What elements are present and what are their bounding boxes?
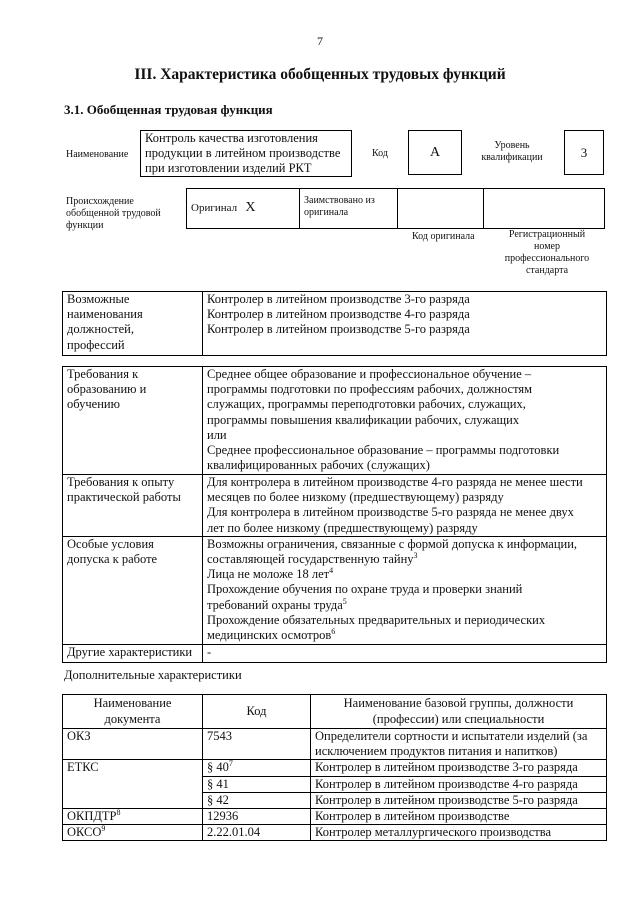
footnote-ref: 3: [413, 550, 418, 560]
page-title: III. Характеристика обобщенных трудовых функций: [134, 66, 506, 83]
function-name-line: Контроль качества изготовления: [145, 131, 318, 145]
function-code-box: [408, 130, 462, 175]
footnote-ref: 6: [331, 626, 336, 636]
code-label: Код: [372, 148, 388, 159]
etks-code: § 41: [203, 776, 311, 792]
additional-table: [62, 694, 607, 841]
okz-name-line: Определители сортности и испытатели изделий (за: [315, 729, 588, 743]
education-line: квалифицированных рабочих (служащих): [207, 458, 430, 473]
experience-line: Для контролера в литейном производстве 5-го разряда не менее двух: [207, 505, 574, 520]
header-group-line: (профессии) или специальности: [372, 711, 545, 726]
experience-label-cell: [63, 475, 203, 537]
borrowed-label-line: Заимствовано из: [304, 195, 375, 206]
admission-text: требований охраны труда: [207, 597, 343, 612]
function-name-box: [140, 130, 352, 177]
education-value-cell: [203, 367, 607, 475]
name-label: Наименование: [66, 149, 129, 160]
education-line: программы подготовки по профессиям рабочих, должностям: [207, 382, 533, 397]
other-label-cell: Другие характеристики: [63, 644, 203, 662]
origin-label-line: Происхождение: [66, 196, 134, 207]
original-label: Оригинал: [191, 202, 238, 215]
education-line: служащих, программы переподготовки рабочих, служащих,: [207, 397, 526, 412]
page-number: 7: [317, 34, 323, 48]
reg-label-line: стандарта: [525, 265, 569, 276]
education-line: Среднее профессиональное образование – программы подготовки: [207, 443, 560, 458]
etks-code: § 42: [203, 792, 311, 808]
okso-label-text: ОКСО: [67, 825, 102, 840]
header-group-line: Наименование базовой группы, должности: [343, 696, 574, 711]
footnote-ref: 4: [329, 566, 334, 576]
qualification-level-box: [564, 130, 604, 175]
okso-name: Контролер металлургического производства: [311, 825, 607, 841]
positions-table: [62, 291, 607, 356]
position-item: Контролер в литейном производстве 5-го разряда: [207, 322, 470, 337]
etks-code-text: § 40: [207, 760, 229, 775]
etks-name: Контролер в литейном производстве 5-го разряда: [311, 792, 607, 808]
borrowed-cell: [300, 189, 398, 229]
other-value-cell: -: [203, 644, 607, 662]
education-label-line: образованию и: [67, 382, 147, 397]
header-document-line: документа: [104, 711, 161, 726]
admission-line: Прохождение обязательных предварительных и периодических: [207, 612, 546, 627]
etks-name: Контролер в литейном производстве 4-го разряда: [311, 776, 607, 792]
okpdtr-label-text: ОКПДТР: [67, 809, 117, 824]
original-mark: Х: [245, 200, 256, 216]
okz-name: [311, 729, 607, 760]
etks-code: [203, 760, 311, 776]
header-document: [63, 695, 203, 729]
function-code-value: А: [429, 145, 441, 160]
footnote-ref: 5: [342, 596, 347, 606]
admission-text: Лица не моложе 18 лет: [207, 567, 330, 582]
section-title: 3.1. Обобщенная трудовая функция: [64, 102, 273, 117]
experience-label-line: практической работы: [67, 490, 181, 505]
okpdtr-name: Контролер в литейном производстве: [311, 809, 607, 825]
function-name-line: продукции в литейном производстве: [145, 146, 341, 160]
requirements-table: [62, 366, 607, 663]
admission-label-cell: [63, 536, 203, 644]
footnote-ref: 7: [228, 759, 233, 769]
etks-name: Контролер в литейном производстве 3-го разряда: [311, 760, 607, 776]
reg-label-line: номер: [534, 241, 560, 252]
experience-line: месяцев по более низкому (предшествующему) разряду: [207, 490, 504, 505]
admission-line: Прохождение обучения по охране труда и проверки знаний: [207, 582, 523, 597]
admission-line: [207, 628, 602, 643]
header-group-name: [311, 695, 607, 729]
reg-label-line: Регистрационный: [508, 229, 586, 240]
okpdtr-label: [63, 809, 203, 825]
admission-label-line: допуска к работе: [67, 552, 158, 567]
header-code: Код: [203, 695, 311, 729]
admission-text: составляющей государственную тайну: [207, 552, 414, 567]
okz-label: ОКЗ: [63, 729, 203, 760]
okso-label: [63, 825, 203, 841]
position-item: Контролер в литейном производстве 3-го разряда: [207, 292, 470, 306]
additional-title: Дополнительные характеристики: [64, 668, 242, 682]
footnote-ref: 8: [116, 807, 121, 817]
admission-line: [207, 598, 602, 613]
reg-label-line: профессионального: [504, 253, 590, 264]
registration-number-cell: [484, 189, 605, 229]
okpdtr-code: 12936: [203, 809, 311, 825]
level-label-line: Уровень: [494, 140, 530, 151]
header-document-line: Наименование: [93, 696, 172, 711]
education-label-line: Требования к: [67, 367, 139, 381]
positions-label-cell: [63, 292, 203, 356]
original-cell: [187, 189, 300, 229]
registration-number-label: [490, 229, 604, 277]
positions-label-line: Возможные: [67, 292, 130, 306]
positions-label-line: должностей,: [67, 322, 134, 337]
origin-label-line: обобщенной трудовой: [66, 208, 161, 219]
education-line: или: [207, 427, 227, 442]
experience-line: лет по более низкому (предшествующему) разряду: [207, 520, 478, 535]
education-line: Среднее общее образование и профессиональное обучение –: [207, 367, 532, 381]
origin-table: [186, 188, 605, 229]
code-original-label: Код оригинала: [412, 231, 475, 242]
admission-label-line: Особые условия: [67, 536, 154, 551]
admission-line: Возможны ограничения, связанные с формой допуска к информации,: [207, 536, 578, 551]
experience-line: Для контролера в литейном производстве 4-го разряда не менее шести: [207, 475, 583, 489]
education-label-line: обучению: [67, 397, 120, 412]
experience-label-line: Требования к опыту: [67, 475, 175, 489]
origin-label: [66, 196, 161, 232]
admission-line: [207, 552, 602, 567]
positions-list-cell: [203, 292, 607, 356]
etks-label: ЕТКС: [63, 760, 203, 809]
qualification-level-label: [474, 140, 550, 164]
level-label-line: квалификации: [481, 152, 543, 163]
education-line: программы повышения квалификации рабочих, служащих: [207, 412, 520, 427]
position-item: Контролер в литейном производстве 4-го разряда: [207, 307, 470, 322]
qualification-level-value: 3: [580, 145, 588, 160]
positions-label-line: профессий: [67, 337, 125, 352]
function-name-line: при изготовлении изделий РКТ: [145, 161, 312, 175]
footnote-ref: 9: [101, 824, 106, 834]
admission-value-cell: [203, 536, 607, 644]
okso-code: 2.22.01.04: [203, 825, 311, 841]
origin-label-line: функции: [66, 220, 104, 231]
experience-value-cell: [203, 475, 607, 537]
education-label-cell: [63, 367, 203, 475]
okz-name-line: исключением продуктов питания и напитков): [315, 744, 558, 759]
borrowed-label-line: оригинала: [304, 207, 349, 218]
positions-label-line: наименования: [67, 307, 143, 322]
okz-code: 7543: [203, 729, 311, 760]
admission-text: медицинских осмотров: [207, 628, 332, 643]
original-code-cell: [398, 189, 484, 229]
admission-line: [207, 567, 602, 582]
